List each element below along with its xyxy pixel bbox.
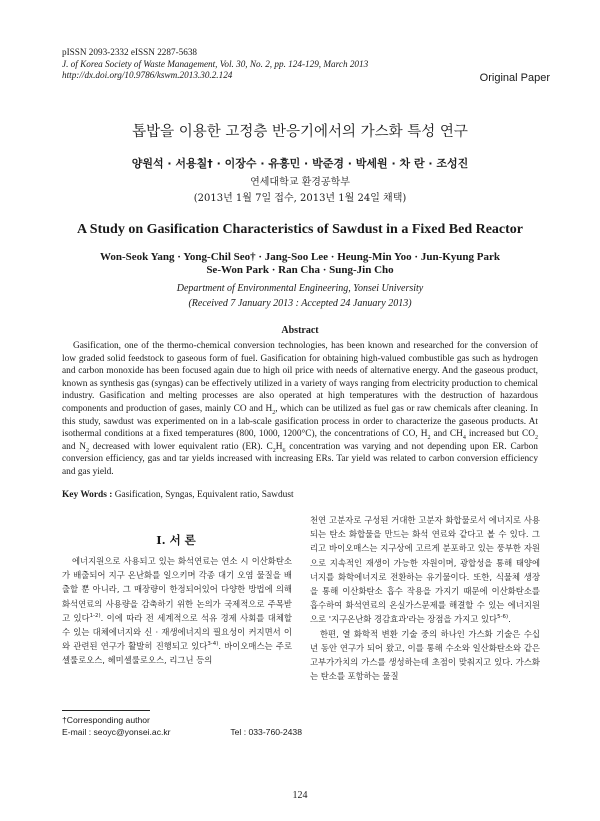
english-dates: (Received 7 January 2013 : Accepted 24 January 2013): [188, 298, 412, 309]
footnote-contact: [62, 726, 302, 738]
subscript: 2: [427, 435, 431, 442]
paragraph-text: .: [508, 614, 511, 625]
doi-line: http://dx.doi.org/10.9786/kswm.2013.30.2.124: [62, 70, 233, 81]
korean-title: 톱밥을 이용한 고정층 반응기에서의 가스화 특성 연구: [132, 124, 468, 140]
subscript: 2: [272, 409, 276, 416]
footnote-label: †Corresponding author: [62, 715, 150, 725]
citation-ref: 3-4): [207, 641, 219, 648]
keywords-label: Key Words :: [62, 490, 113, 500]
paragraph-text: 천연 고분자로 구성된 거대한 고분자 화합물로서 에너지로 사용되는 탄소 화합물을 만드는 화석 연료와 같다고 볼 수 있다. 그리고 바이오매스는 지구상에 고르게 분포하고 있는 풍부한 자원으로 지속적인 재생이 가능한 자원이며, 광합성을 통해 태양에너지를 화학에너지로 전환하는 유기물이다. 또한, 식물체 생장을 통해 이산화탄소 흡수 작용을 가지기 때문에 이산화탄소를 흡수하여 화석연료의 온실가스문제를 해결할 수 있는 에너지원으로 '지구온난화 경감효과'라는 장점을 가지고 있다: [310, 515, 540, 625]
footnote-email: E-mail : seoyc@yonsei.ac.kr: [62, 727, 171, 737]
abstract-text-4: increased but CO: [465, 429, 535, 440]
abstract-text-6: decreased with lower equivalent ratio (ER). C: [89, 441, 273, 452]
subscript: 2: [272, 447, 276, 454]
english-department: Department of Environmental Engineering, Yonsei University: [176, 283, 424, 294]
issn-line: pISSN 2093-2332 eISSN 2287-5638: [62, 47, 198, 57]
footnote-rule: [62, 710, 150, 711]
abstract-text-3: and CH: [430, 429, 463, 440]
subscript: 6: [282, 447, 286, 454]
footnote: [62, 714, 302, 738]
korean-dates: (2013년 1월 7일 접수, 2013년 1월 24일 채택): [193, 193, 407, 204]
paragraph: [62, 554, 292, 668]
english-authors: [0, 251, 600, 277]
abstract-text-2: , which can be utilized as fuel gas or raw chemicals after cleaning. In this study, sawdust was experimented on in a lab-scale gasification process in order to characterize the gaseous products. At isothermal conditions at a fixed temperatures (800, 1000, 1200°C), the concentrations of CO, H: [62, 403, 539, 440]
keywords: [62, 490, 538, 500]
paper-type-label: Original Paper: [479, 72, 550, 84]
abstract-text-5: and N: [62, 441, 86, 452]
abstract-heading: Abstract: [281, 325, 319, 336]
page-number: 124: [292, 790, 308, 801]
english-authors-line2: Se-Won Park · Ran Cha · Sung-Jin Cho: [206, 264, 394, 276]
korean-authors: 양원석 · 서용칠† · 이장수 · 유흥민 · 박준경 · 박세원 · 차 란 · 조성진: [131, 157, 469, 170]
abstract-text-8: concentration was varying and not depending upon ER. Carbon conversion efficiency, gas and tar yields increased with increasing ERs. Tar yield was related to carbon conversion efficiency and gas yield.: [62, 441, 538, 477]
korean-affiliation: 연세대학교 환경공학부: [250, 177, 350, 188]
journal-header: [62, 47, 542, 82]
section-heading-introduction: I. 서 론: [156, 533, 196, 547]
paragraph: [310, 513, 540, 627]
english-authors-line1: Won-Seok Yang · Yong-Chil Seo† · Jang-Soo Lee · Heung-Min Yoo · Jun-Kyung Park: [99, 251, 501, 263]
subscript: 4: [462, 435, 466, 442]
right-column-text: [310, 513, 540, 683]
left-column-text: [62, 554, 292, 668]
paragraph-text: . 이에 따라 전 세계적으로 석유 경제 사회를 대체할 수 있는 대체에너지와 신 · 재생에너지의 필요성이 커지면서 이와 관련된 연구가 활발히 진행되고 있다: [62, 612, 292, 652]
footnote-tel: Tel : 033-760-2438: [230, 727, 302, 737]
keywords-text: Gasification, Syngas, Equivalent ratio, Sawdust: [112, 490, 294, 500]
subscript: 2: [534, 435, 538, 442]
citation-ref: 5-6): [497, 614, 509, 621]
paragraph-text: 에너지원으로 사용되고 있는 화석연료는 연소 시 이산화탄소가 배출되어 지구 온난화를 일으키며 각종 대기 오염 물질을 배출할 뿐 아니라, 그 매장량이 한정되어있어 다양한 방법에 의해 화석연료의 사용량을 감축하기 위한 논의가 국제적으로 주목받고 있다: [62, 556, 292, 623]
subscript: 2: [85, 447, 90, 454]
citation-ref: 1-2): [89, 613, 101, 620]
english-title: A Study on Gasification Characteristics of Sawdust in a Fixed Bed Reactor: [76, 222, 524, 237]
abstract-text-7: H: [275, 441, 283, 452]
abstract-body: [62, 340, 538, 479]
paragraph-text: . 바이오매스는 주로 셀룰로오스, 헤미셀룰로오스, 리그닌 등의: [62, 641, 292, 666]
paragraph: 한편, 열 화학적 변환 기술 중의 하나인 가스화 기술은 수십 년 동안 연구가 되어 왔고, 이를 통해 수소와 일산화탄소와 같은 고부가가치의 가스를 생성하는데 초점이 맞춰지고 있다. 가스화는 탄소를 포함하는 물질: [310, 628, 540, 682]
abstract-text-1: Gasification, one of the thermo-chemical conversion technologies, has been known and researched for the conversion of low graded solid feedstock to gaseous form of fuel. Gasification for obtaining high-valued combustible gas such as hydrogen and carbon monoxide has been focused again due to high oil price with needs of alternative energy. And the gaseous product, known as synthesis gas (syngas) can be effectively utilized in a variety of ways ranging from electricity production to chemical industry. Gasification and melting processes are also operated at high temperatures with the destruction of hazardous components and production of gases, mainly CO and H: [62, 341, 538, 414]
journal-citation: J. of Korea Society of Waste Management, Vol. 30, No. 2, pp. 124-129, March 2013: [62, 58, 369, 69]
